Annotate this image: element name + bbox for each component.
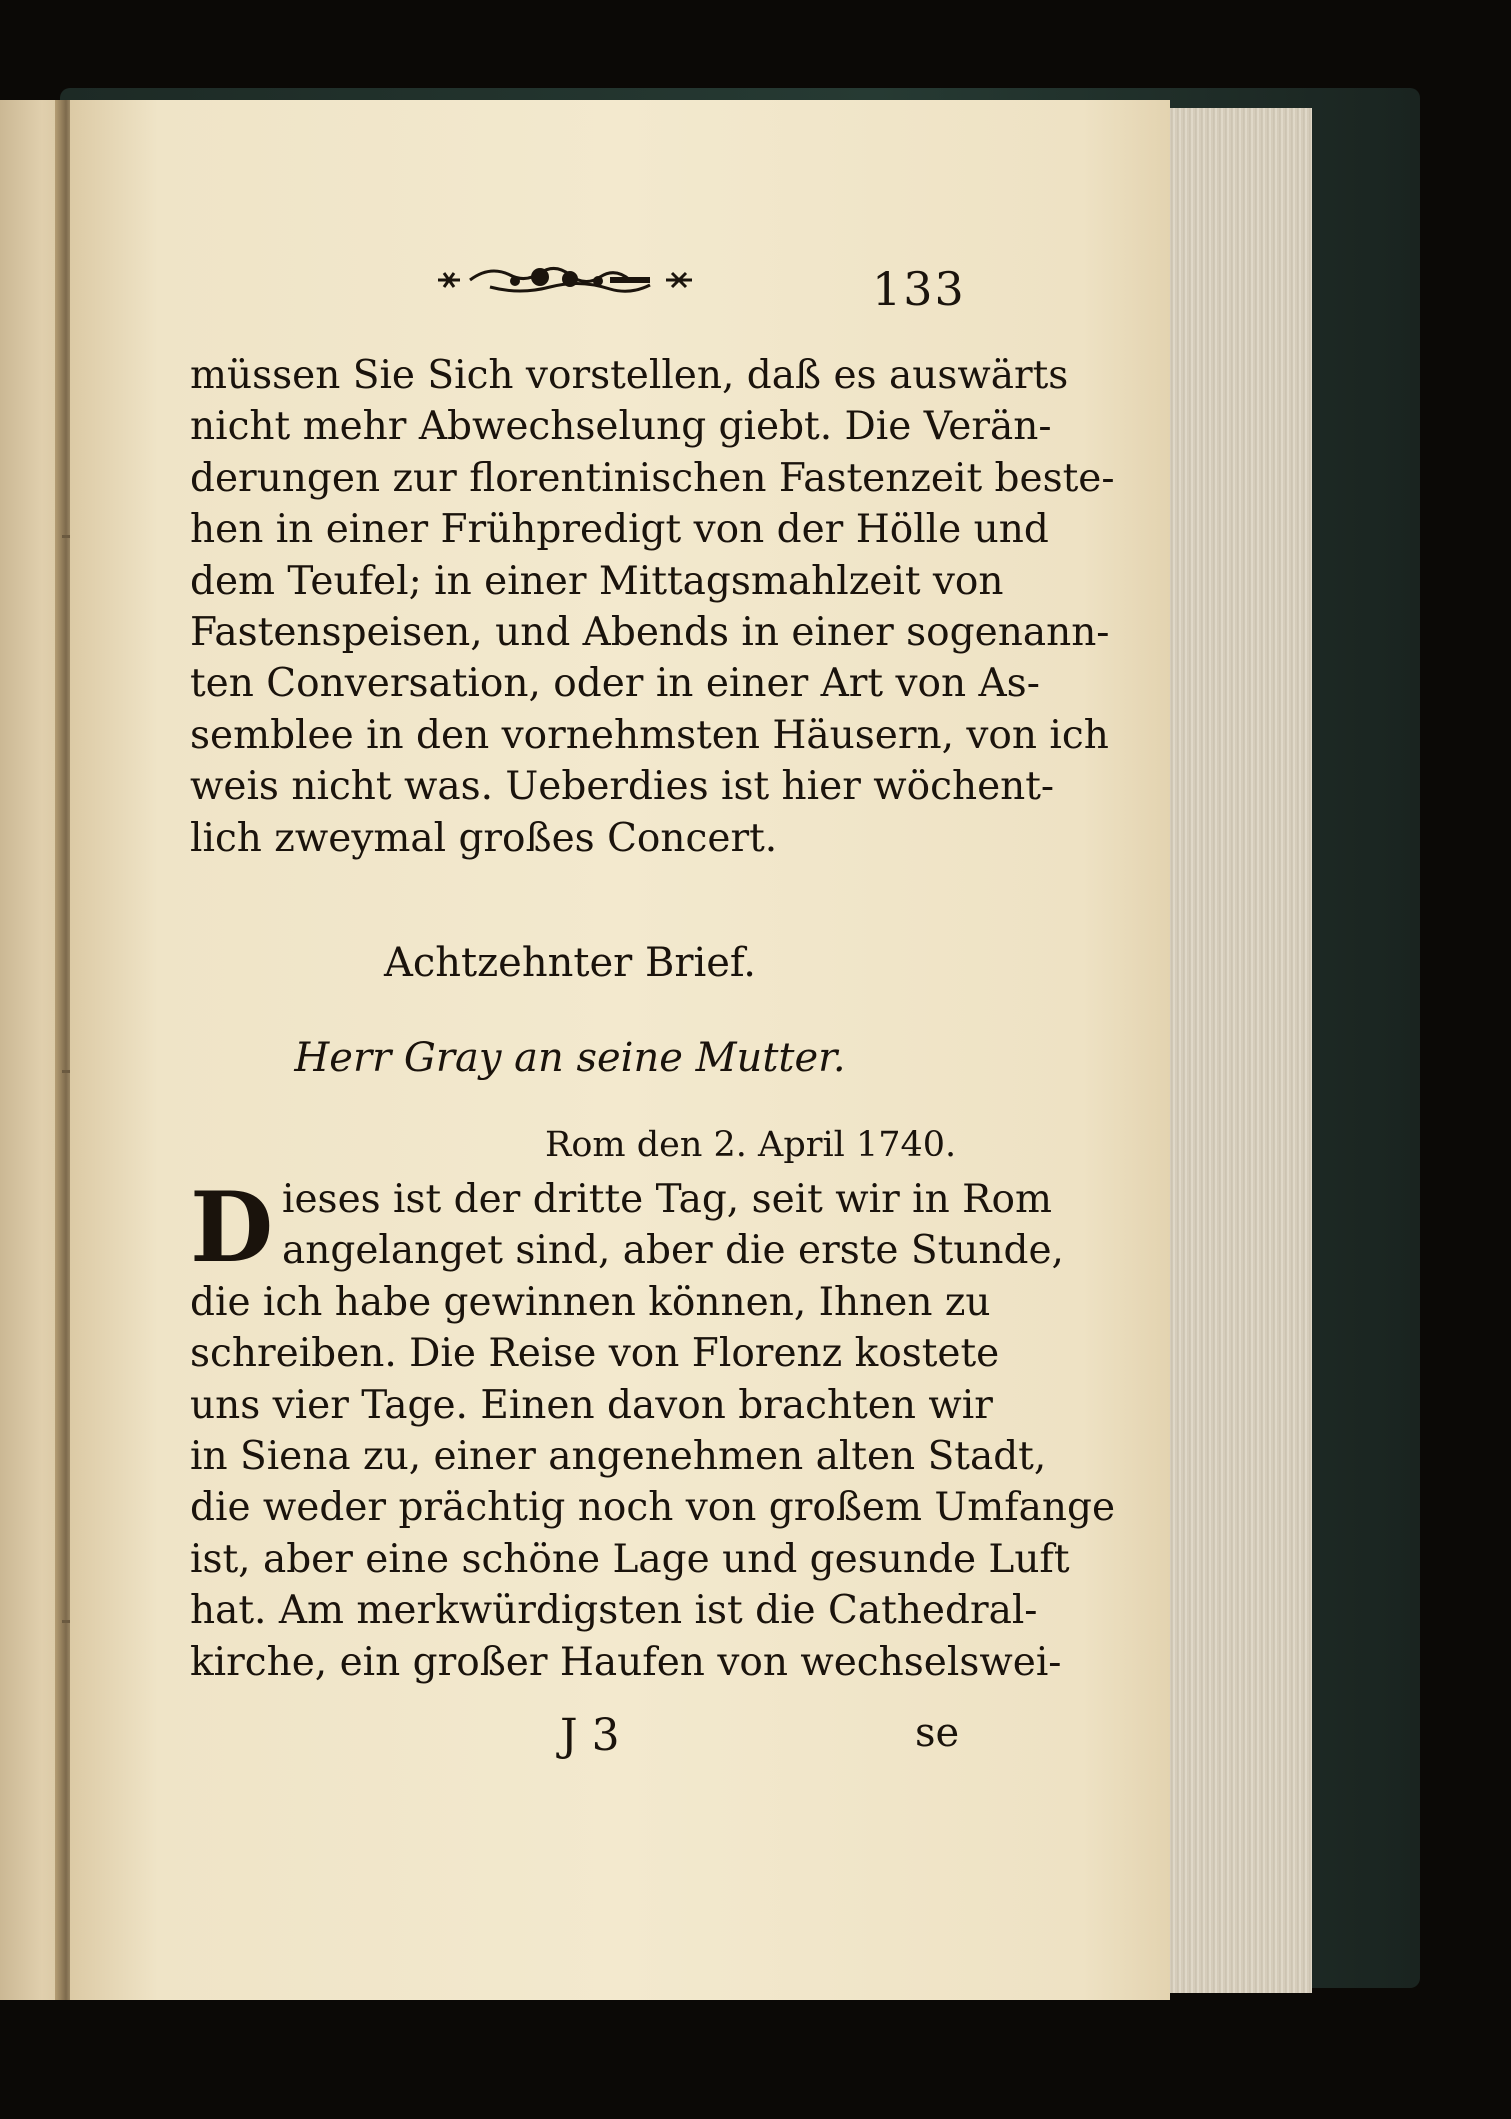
text-line: semblee in den vornehmsten Häusern, von ich xyxy=(190,712,1109,758)
text-line: lich zweymal großes Concert. xyxy=(190,815,778,861)
text-line: schreiben. Die Reise von Florenz kostete xyxy=(190,1331,1000,1377)
header-ornament-icon xyxy=(430,255,702,305)
text-line: hen in einer Frühpredigt von der Hölle und xyxy=(190,507,1049,553)
text-line: uns vier Tage. Einen davon brachten wir xyxy=(190,1382,993,1428)
signature-mark: J 3 xyxy=(560,1710,620,1761)
text-line: ten Conversation, oder in einer Art von As- xyxy=(190,661,1040,707)
page-number: 133 xyxy=(872,262,966,316)
text-line: nicht mehr Abwechselung giebt. Die Verän- xyxy=(190,404,1052,450)
margin-mark xyxy=(62,1620,70,1623)
letter-dateline: Rom den 2. April 1740. xyxy=(545,1125,957,1165)
text-line: ist, aber eine schöne Lage und gesunde Luft xyxy=(190,1536,1070,1582)
text-line: müssen Sie Sich vorstellen, daß es auswärts xyxy=(190,353,1069,398)
text-line: hat. Am merkwürdigsten ist die Cathedral- xyxy=(190,1588,1038,1634)
text-line: ieses ist der dritte Tag, seit wir in Rom xyxy=(282,1177,1052,1222)
text-line: dem Teufel; in einer Mittagsmahlzeit von xyxy=(190,558,1004,604)
letter-subheading: Herr Gray an seine Mutter. xyxy=(294,1035,846,1081)
text-line: in Siena zu, einer angenehmen alten Stadt, xyxy=(190,1433,1047,1479)
text-line: weis nicht was. Ueberdies ist hier wöchent- xyxy=(190,764,1055,810)
catchword: se xyxy=(915,1710,960,1756)
text-line: derungen zur florentinischen Fastenzeit beste- xyxy=(190,455,1115,501)
page-block-edge xyxy=(1150,108,1312,1993)
text-line: die ich habe gewinnen können, Ihnen zu xyxy=(190,1279,991,1325)
paragraph-continuation xyxy=(190,350,1115,864)
letter-heading: Achtzehnter Brief. xyxy=(383,940,757,986)
text-line: Fastenspeisen, und Abends in einer sogenann- xyxy=(190,609,1110,655)
margin-mark xyxy=(62,1070,70,1073)
margin-mark xyxy=(62,535,70,538)
text-line: angelanget sind, aber die erste Stunde, xyxy=(282,1228,1064,1274)
letter-body xyxy=(190,1171,1116,1688)
drop-cap: D xyxy=(190,1171,274,1284)
text-line: die weder prächtig noch von großem Umfange xyxy=(190,1485,1116,1531)
text-line: kirche, ein großer Haufen von wechselswei- xyxy=(190,1639,1062,1685)
